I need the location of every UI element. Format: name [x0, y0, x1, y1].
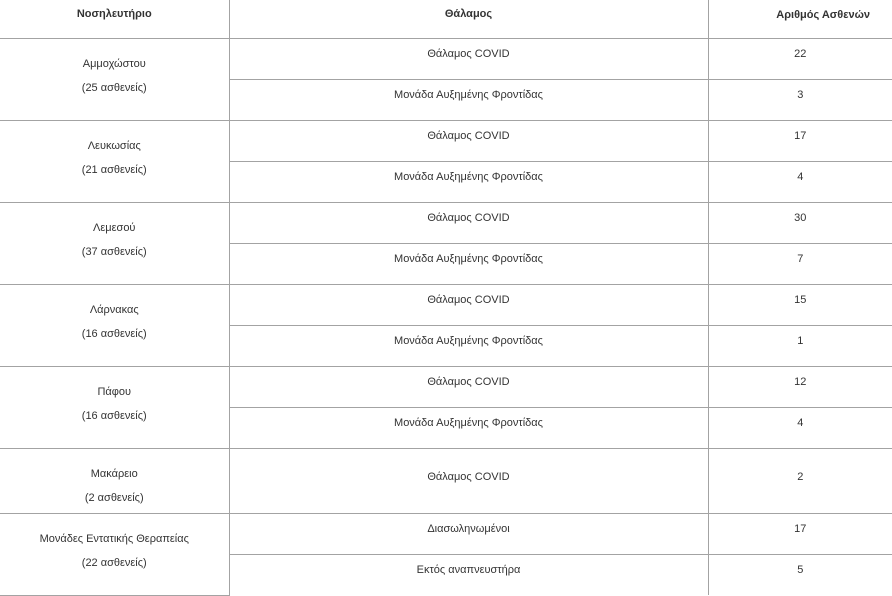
- hospital-name: Λάρνακας: [89, 303, 139, 316]
- header-patients: Αριθμός Ασθενών: [708, 0, 892, 38]
- ward-cell: Θάλαμος COVID: [229, 202, 708, 243]
- count-cell: 1: [708, 325, 892, 366]
- hospital-name: Λεμεσού: [93, 221, 136, 234]
- hospital-cell: [0, 513, 229, 595]
- hospital-cell: [0, 120, 229, 202]
- hospital-name: Αμμοχώστου: [82, 57, 146, 70]
- hospital-cell: [0, 366, 229, 448]
- count-cell: 15: [708, 284, 892, 325]
- table-row: [0, 366, 892, 407]
- ward-cell: Μονάδα Αυξημένης Φροντίδας: [229, 161, 708, 202]
- ward-cell: Θάλαμος COVID: [229, 448, 708, 513]
- hospital-name: Πάφου: [97, 385, 132, 398]
- ward-cell: Θάλαμος COVID: [229, 284, 708, 325]
- header-ward: Θάλαμος: [229, 0, 708, 38]
- header-row: [0, 0, 892, 38]
- hospital-total: (37 ασθενείς): [81, 245, 147, 258]
- table-row: [0, 202, 892, 243]
- hospital-name: Μονάδες Εντατικής Θεραπείας: [39, 532, 189, 545]
- count-cell: 4: [708, 407, 892, 448]
- hospital-cell: [0, 448, 229, 513]
- header-hospital: Νοσηλευτήριο: [0, 0, 229, 38]
- count-cell: 22: [708, 38, 892, 79]
- count-cell: 7: [708, 243, 892, 284]
- count-cell: 2: [708, 448, 892, 513]
- table-row: [0, 120, 892, 161]
- count-cell: 17: [708, 513, 892, 554]
- table-row: [0, 284, 892, 325]
- count-cell: 30: [708, 202, 892, 243]
- table-row: [0, 448, 892, 513]
- hospital-cell: [0, 202, 229, 284]
- hospital-total: (2 ασθενείς): [84, 491, 144, 504]
- count-cell: 5: [797, 563, 804, 576]
- count-cell: 4: [708, 161, 892, 202]
- ward-cell: Εκτός αναπνευστήρα: [229, 554, 708, 595]
- ward-cell: Θάλαμος COVID: [229, 366, 708, 407]
- ward-cell: Διασωληνωμένοι: [229, 513, 708, 554]
- count-cell: 3: [708, 79, 892, 120]
- hospital-total: (22 ασθενείς): [81, 556, 147, 569]
- hospital-total: (16 ασθενείς): [81, 409, 147, 422]
- ward-cell: Μονάδα Αυξημένης Φροντίδας: [229, 243, 708, 284]
- table-row: [0, 513, 892, 554]
- hospital-name: Λευκωσίας: [87, 139, 141, 152]
- count-cell: 17: [708, 120, 892, 161]
- ward-cell: Μονάδα Αυξημένης Φροντίδας: [229, 79, 708, 120]
- table-row: [0, 38, 892, 79]
- hospital-total: (16 ασθενείς): [81, 327, 147, 340]
- hospital-total: (25 ασθενείς): [81, 81, 147, 94]
- ward-cell: Μονάδα Αυξημένης Φροντίδας: [229, 325, 708, 366]
- ward-cell: Θάλαμος COVID: [229, 120, 708, 161]
- ward-cell: Μονάδα Αυξημένης Φροντίδας: [229, 407, 708, 448]
- hospital-cell: [0, 38, 229, 120]
- hospital-total: (21 ασθενείς): [81, 163, 147, 176]
- hospital-name: Μακάρειο: [90, 467, 138, 480]
- count-cell: 12: [708, 366, 892, 407]
- hospital-cell: [0, 284, 229, 366]
- ward-cell: Θάλαμος COVID: [229, 38, 708, 79]
